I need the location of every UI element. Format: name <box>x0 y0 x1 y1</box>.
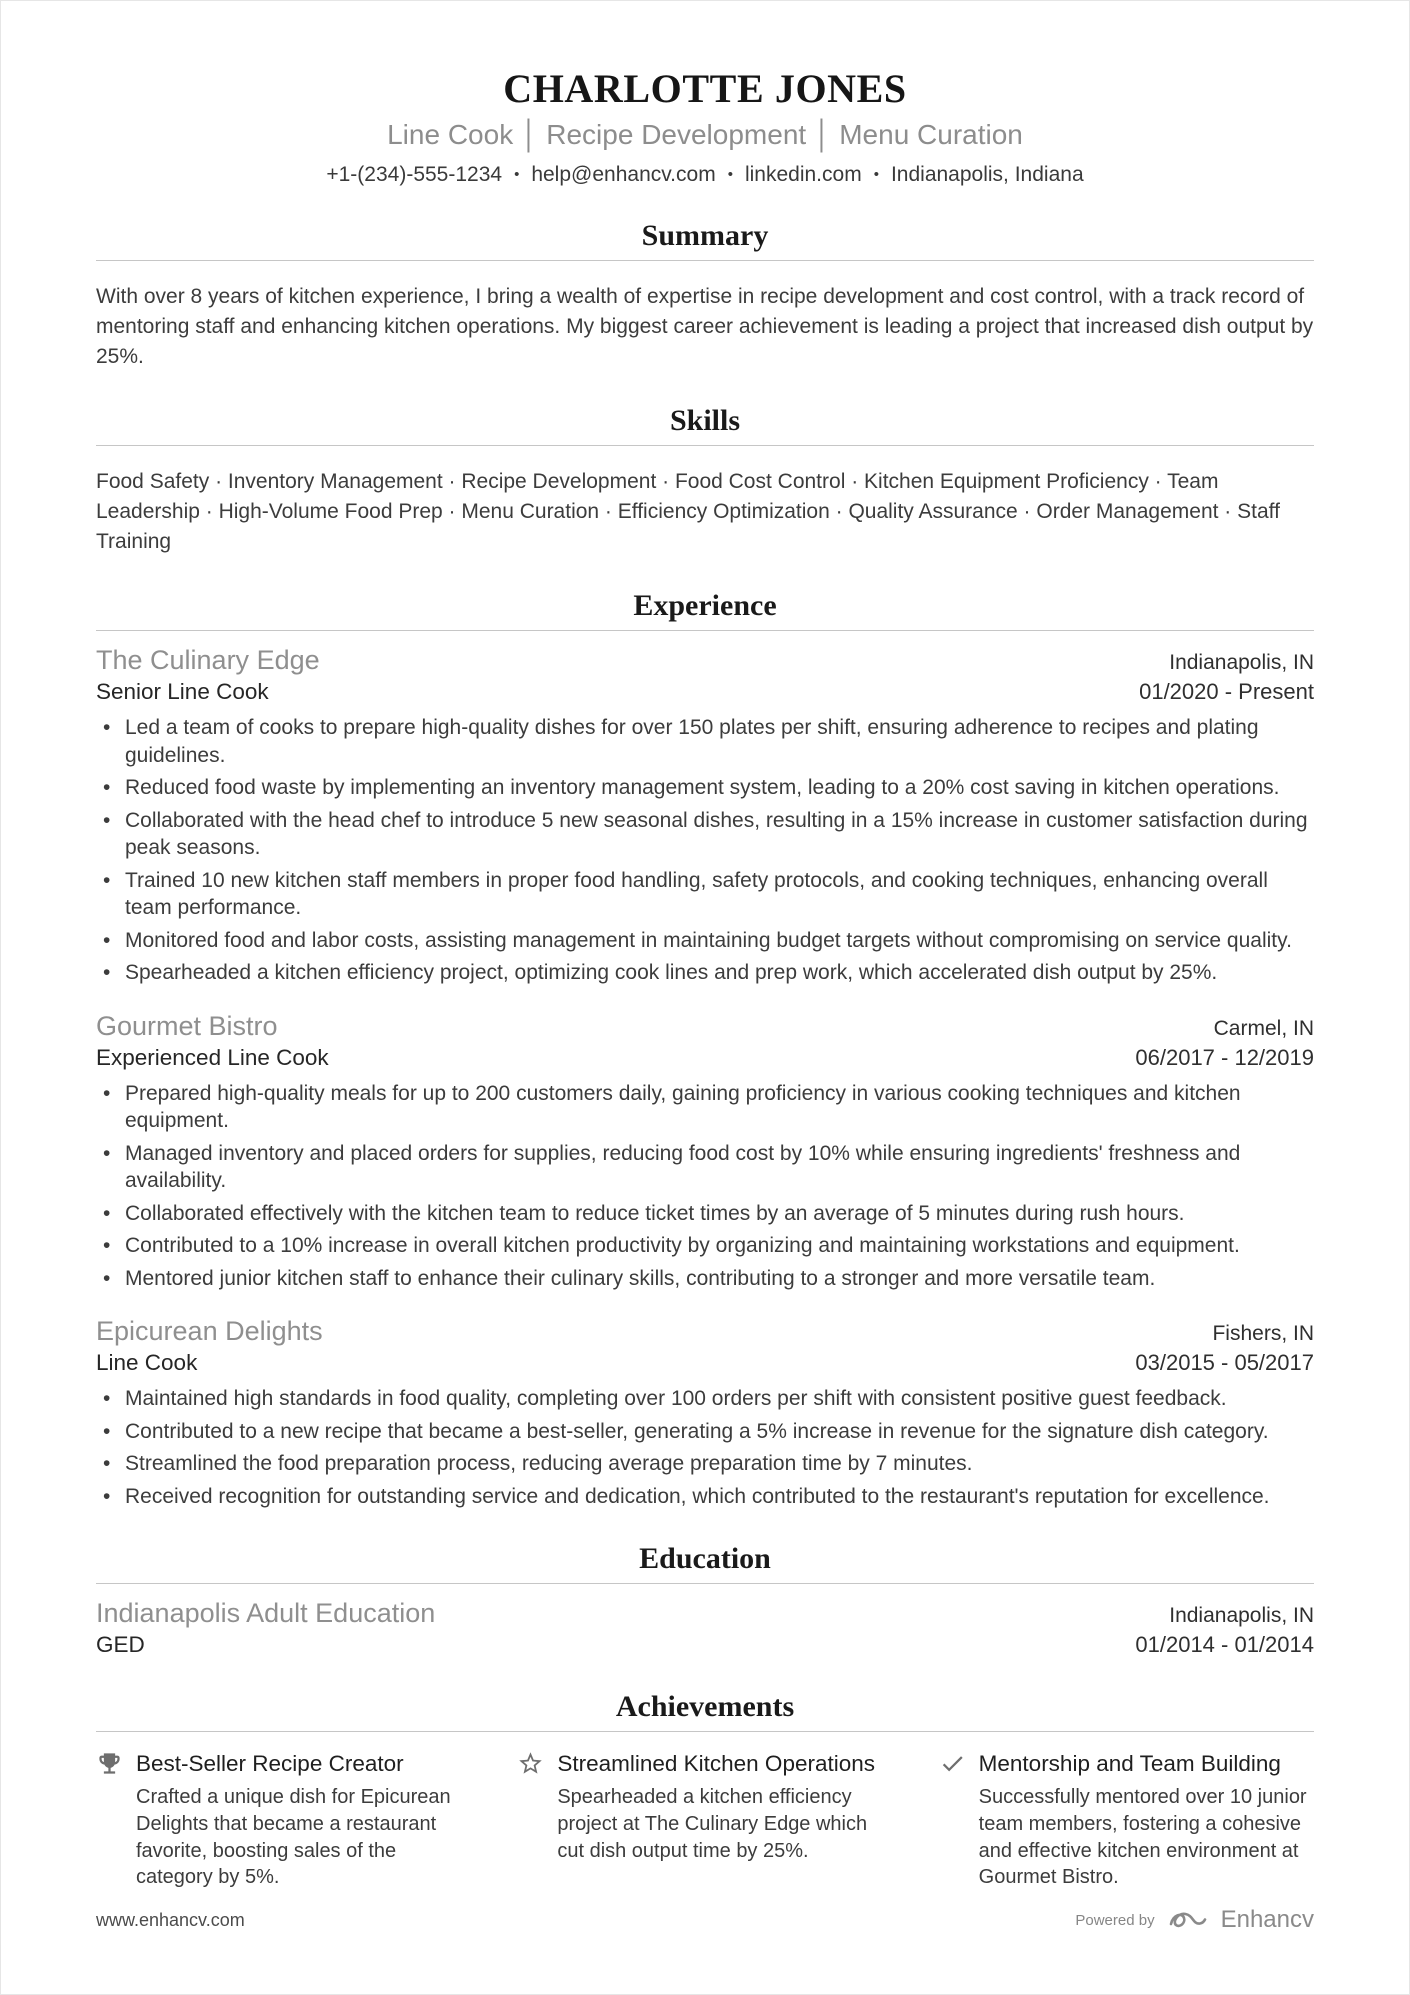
job-location: Fishers, IN <box>1212 1322 1314 1346</box>
experience-section <box>96 589 1314 1510</box>
achievements-section <box>96 1690 1314 1891</box>
job-bullet: • Trained 10 new kitchen staff members in proper food handling, safety protocols, and cooking techniques, enhancing overall team performance. <box>96 867 1314 922</box>
job-title: Experienced Line Cook <box>96 1044 329 1070</box>
experience-entry <box>96 1316 1314 1510</box>
education-dates: 01/2014 - 01/2014 <box>1135 1632 1314 1658</box>
enhancv-logo-icon <box>1167 1907 1209 1933</box>
job-bullet: • Mentored junior kitchen staff to enhance their culinary skills, contributing to a stronger and more versatile team. <box>96 1265 1314 1293</box>
job-title: Line Cook <box>96 1350 198 1376</box>
achievements-heading: Achievements <box>96 1690 1314 1732</box>
job-bullet: • Collaborated with the head chef to introduce 5 new seasonal dishes, resulting in a 15% increase in customer satisfaction during peak seasons. <box>96 807 1314 862</box>
company-name: Epicurean Delights <box>96 1316 323 1347</box>
achievement-title: Mentorship and Team Building <box>978 1750 1281 1776</box>
achievement-title: Best-Seller Recipe Creator <box>136 1750 404 1776</box>
job-dates: 06/2017 - 12/2019 <box>1135 1044 1314 1070</box>
school-name: Indianapolis Adult Education <box>96 1598 436 1629</box>
achievement-item <box>939 1750 1314 1891</box>
job-bullet: • Spearheaded a kitchen efficiency project, optimizing cook lines and prep work, which accelerated dish output by 25%. <box>96 959 1314 987</box>
achievement-text: Crafted a unique dish for Epicurean Delights that became a restaurant favorite, boosting sales of the category by 5%. <box>136 1786 451 1889</box>
summary-text: With over 8 years of kitchen experience, I bring a wealth of expertise in recipe development and cost control, with a track record of mentoring staff and enhancing kitchen operations. My biggest career achievement is leading a project that increased dish output by 25%. <box>96 285 1314 369</box>
job-bullet: • Monitored food and labor costs, assisting management in maintaining budget targets without compromising on service quality. <box>96 927 1314 955</box>
company-name: The Culinary Edge <box>96 645 320 676</box>
contact-separator: • <box>514 166 520 183</box>
job-dates: 01/2020 - Present <box>1139 679 1314 705</box>
job-dates: 03/2015 - 05/2017 <box>1135 1350 1314 1376</box>
contact-line <box>96 163 1314 187</box>
job-title: Senior Line Cook <box>96 679 269 705</box>
enhancv-site-link[interactable]: www.enhancv.com <box>96 1909 245 1930</box>
experience-entries <box>96 645 1314 1510</box>
summary-heading: Summary <box>96 219 1314 261</box>
candidate-name: CHARLOTTE JONES <box>503 66 907 111</box>
achievement-item <box>517 1750 892 1891</box>
achievement-text: Spearheaded a kitchen efficiency project at The Culinary Edge which cut dish output time by 25%. <box>557 1786 868 1862</box>
experience-heading: Experience <box>96 589 1314 631</box>
experience-entry <box>96 1011 1314 1293</box>
achievement-title: Streamlined Kitchen Operations <box>557 1750 875 1776</box>
job-bullet: • Contributed to a new recipe that became a best-seller, generating a 5% increase in revenue for the signature dish category. <box>96 1418 1314 1446</box>
powered-by-badge[interactable] <box>1075 1906 1314 1934</box>
job-bullet: • Managed inventory and placed orders for supplies, reducing food cost by 10% while ensuring ingredients' freshness and availability. <box>96 1140 1314 1195</box>
achievements-grid <box>96 1750 1314 1891</box>
job-bullet: • Collaborated effectively with the kitchen team to reduce ticket times by an average of 5 minutes during rush hours. <box>96 1200 1314 1228</box>
skills-section <box>96 404 1314 557</box>
job-bullets <box>96 1080 1314 1293</box>
company-name: Gourmet Bistro <box>96 1010 278 1041</box>
resume-header <box>96 65 1314 187</box>
contact-separator: • <box>727 166 733 183</box>
contact-item: linkedin.com <box>744 163 862 186</box>
school-location: Indianapolis, IN <box>1169 1604 1314 1628</box>
candidate-title: Line Cook │ Recipe Development │ Menu Curation <box>387 119 1023 150</box>
check-icon <box>939 1750 966 1777</box>
experience-entry <box>96 645 1314 987</box>
skills-list: Food Safety · Inventory Management · Recipe Development · Food Cost Control · Kitchen Equipment Proficiency · Team Leadership · High-Volume Food Prep · Menu Curation · Efficiency Optimization · Quality Assurance · Order Management · Staff Training <box>96 470 1280 554</box>
job-location: Indianapolis, IN <box>1169 651 1314 675</box>
trophy-icon <box>96 1750 123 1777</box>
achievement-text: Successfully mentored over 10 junior team members, fostering a cohesive and effective kitchen environment at Gourmet Bistro. <box>978 1786 1307 1889</box>
enhancv-brand-text: Enhancv <box>1220 1906 1314 1933</box>
star-icon <box>517 1750 544 1777</box>
job-bullet: • Led a team of cooks to prepare high-quality dishes for over 150 plates per shift, ensuring adherence to recipes and plating guidelines. <box>96 714 1314 769</box>
contact-item: Indianapolis, Indiana <box>890 163 1084 186</box>
contact-item: help@enhancv.com <box>531 163 716 186</box>
contact-separator: • <box>873 166 879 183</box>
job-location: Carmel, IN <box>1213 1016 1314 1040</box>
skills-heading: Skills <box>96 404 1314 446</box>
job-bullet: • Maintained high standards in food quality, completing over 100 orders per shift with consistent positive guest feedback. <box>96 1385 1314 1413</box>
degree-name: GED <box>96 1632 145 1658</box>
contact-item: +1-(234)-555-1234 <box>326 163 503 186</box>
job-bullets <box>96 1385 1314 1510</box>
job-bullet: • Streamlined the food preparation process, reducing average preparation time by 7 minutes. <box>96 1450 1314 1478</box>
job-bullet: • Contributed to a 10% increase in overall kitchen productivity by organizing and maintaining workstations and equipment. <box>96 1232 1314 1260</box>
powered-by-label: Powered by <box>1075 1911 1155 1929</box>
achievement-item <box>96 1750 471 1891</box>
page-footer <box>96 1906 1314 1934</box>
education-section <box>96 1542 1314 1658</box>
job-bullet: • Prepared high-quality meals for up to 200 customers daily, gaining proficiency in various cooking techniques and kitchen equipment. <box>96 1080 1314 1135</box>
education-heading: Education <box>96 1542 1314 1584</box>
summary-section <box>96 219 1314 372</box>
job-bullet: • Received recognition for outstanding service and dedication, which contributed to the restaurant's reputation for excellence. <box>96 1483 1314 1511</box>
job-bullet: • Reduced food waste by implementing an inventory management system, leading to a 20% cost saving in kitchen operations. <box>96 774 1314 802</box>
job-bullets <box>96 714 1314 987</box>
